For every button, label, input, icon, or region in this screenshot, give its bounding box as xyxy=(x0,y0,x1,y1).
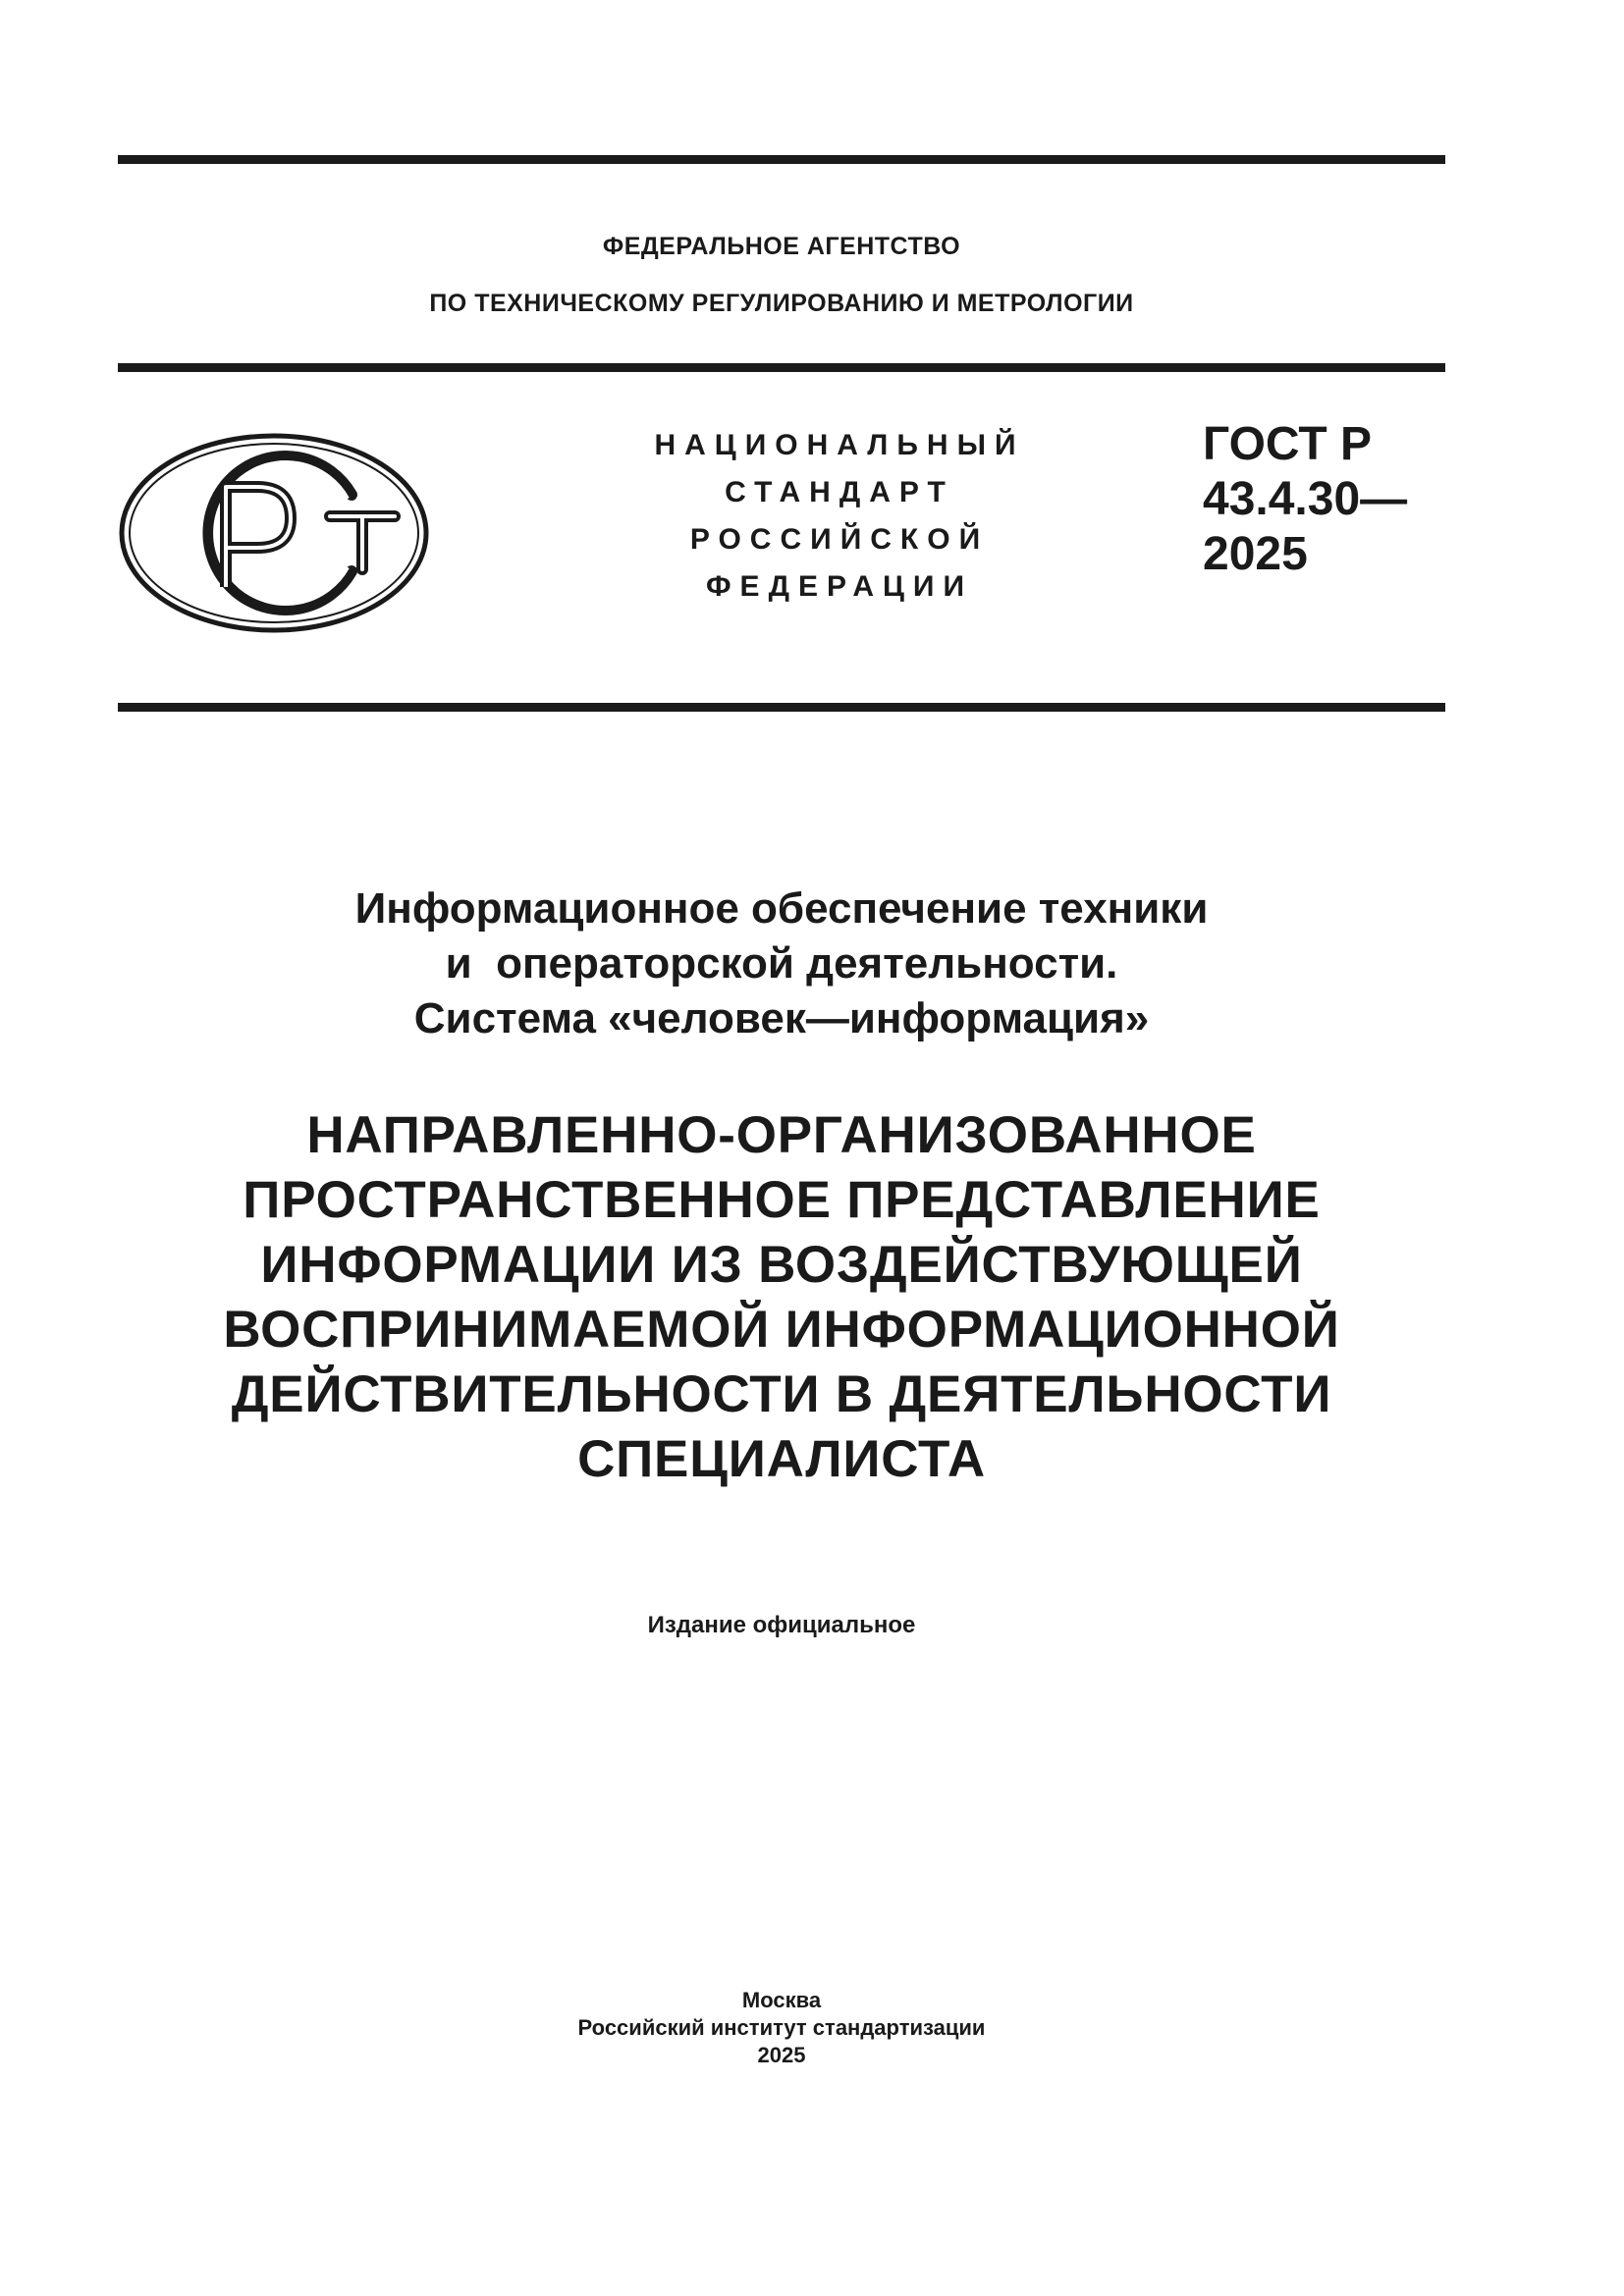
title-line-5: ДЕЙСТВИТЕЛЬНОСТИ В ДЕЯТЕЛЬНОСТИ xyxy=(231,1365,1332,1423)
designation-line-1: ГОСТ Р xyxy=(1203,418,1373,470)
standard-type-line-4: ФЕДЕРАЦИИ xyxy=(705,570,974,603)
agency-name-line-1: ФЕДЕРАЛЬНОЕ АГЕНТСТВО xyxy=(602,233,961,260)
rst-certification-mark-icon xyxy=(118,432,430,634)
standard-type-line-1: НАЦИОНАЛЬНЫЙ xyxy=(654,429,1025,461)
imprint-city: Москва xyxy=(741,1988,822,2012)
section-divider xyxy=(118,703,1445,712)
title-line-3: ИНФОРМАЦИИ ИЗ ВОЗДЕЙСТВУЮЩЕЙ xyxy=(260,1236,1303,1294)
header-divider xyxy=(118,363,1445,372)
standard-designation xyxy=(1203,417,1407,582)
standard-type xyxy=(579,422,1100,611)
designation-line-2: 43.4.30— xyxy=(1203,473,1408,525)
edition-note: Издание официальное xyxy=(647,1612,916,1638)
imprint-publisher: Российский институт стандартизации xyxy=(577,2015,986,2040)
title-line-6: СПЕЦИАЛИСТА xyxy=(577,1430,986,1488)
subtitle-line-1: Информационное обеспечение техники xyxy=(354,884,1209,933)
imprint-year: 2025 xyxy=(757,2043,806,2067)
subtitle-line-3: Система «человек—информация» xyxy=(413,994,1150,1042)
title-line-4: ВОСПРИНИМАЕМОЙ ИНФОРМАЦИОННОЙ xyxy=(223,1301,1340,1359)
agency-name-line-2: ПО ТЕХНИЧЕСКОМУ РЕГУЛИРОВАНИЮ И МЕТРОЛОГИИ xyxy=(429,290,1134,317)
title-line-2: ПРОСТРАНСТВЕННОЕ ПРЕДСТАВЛЕНИЕ xyxy=(243,1171,1321,1229)
standard-type-line-2: СТАНДАРТ xyxy=(725,476,954,508)
publication-imprint xyxy=(118,1987,1445,2069)
document-subtitle xyxy=(118,881,1445,1046)
designation-line-3: 2025 xyxy=(1203,528,1308,580)
standard-type-line-3: РОССИЙСКОЙ xyxy=(689,523,990,556)
top-divider xyxy=(118,155,1445,164)
subtitle-line-2: и операторской деятельности. xyxy=(445,939,1118,988)
agency-header xyxy=(118,218,1445,332)
document-title xyxy=(118,1103,1445,1492)
title-line-1: НАПРАВЛЕННО-ОРГАНИЗОВАННОЕ xyxy=(306,1106,1257,1164)
